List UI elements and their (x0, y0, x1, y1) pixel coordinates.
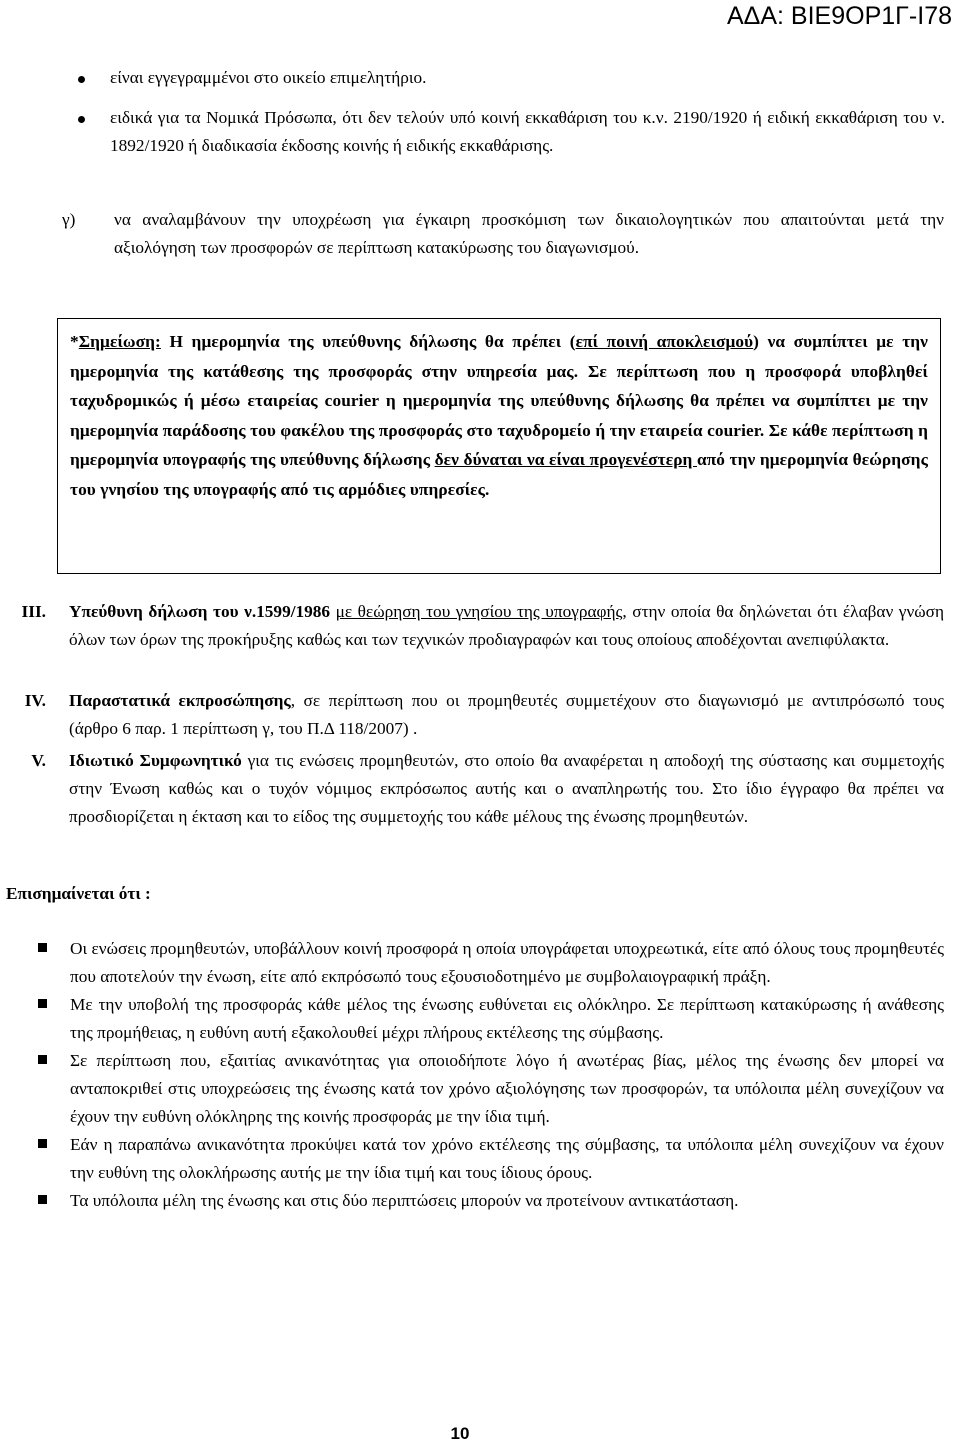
eligibility-bullets (110, 64, 945, 160)
square-bullet-icon (38, 1139, 47, 1148)
section-number: III. (21, 602, 46, 621)
note-label: Σημείωση: (78, 332, 161, 351)
square-bullet-icon (38, 943, 47, 952)
ada-code: ΑΔΑ: ΒΙΕ9ΟΡ1Γ-Ι78 (726, 2, 952, 30)
list-item: Οι ενώσεις προμηθευτών, υποβάλλουν κοινή προσφορά η οποία υπογράφεται υποχρεωτικά, είτε από όλους τους προμηθευτές που αποτελούν την ένωση, είτε από εκπρόσωπό τους εξουσιοδοτημένο με συμβολαιογραφική πράξη. (70, 935, 944, 991)
section-text: Παραστατικά εκπροσώπησης, σε περίπτωση που οι προμηθευτές συμμετέχουν στο διαγωνισμό με αντιπρόσωπό τους (άρθρο 6 παρ. 1 περίπτωση γ, του Π.Δ 118/2007) . (69, 691, 945, 738)
note-text: *Σημείωση: Η ημερομηνία της υπεύθυνης δήλωσης θα πρέπει (επί ποινή αποκλεισμού) να συμπίπτει με την ημερομηνία της κατάθεσης της προσφοράς στην υπηρεσία μας. Σε περίπτωση που η προσφορά υποβληθεί ταχυδρομικώς ή μέσω εταιρείας courier η ημερομηνία της υπεύθυνης δήλωσης θα πρέπει να συμπίπτει με την ημερομηνία παράδοσης του φακέλου της προσφοράς στο ταχυδρομείο ή την εταιρεία courier. Σε κάθε περίπτωση η ημερομηνία υπογραφής της υπεύθυνης δήλωσης δεν δύναται να είναι προγενέστερη από την ημερομηνία θεώρησης του γνησίου της υπογραφής από τις αρμόδιες υπηρεσίες. (70, 332, 929, 499)
section-text: Ιδιωτικό Συμφωνητικό για τις ενώσεις προμηθευτών, στο οποίο θα αναφέρεται η αποδοχή της σύστασης και συμμετοχής στην Ένωση καθώς και ο τυχόν νόμιμος εκπρόσωπος αυτής και ο αναπληρωτής του. Στο ίδιο έγγραφο θα πρέπει να προσδιορίζεται η έκταση και το είδος της συμμετοχής του κάθε μέλους της ένωσης προμηθευτών. (69, 751, 944, 826)
list-item: Τα υπόλοιπα μέλη της ένωσης και στις δύο περιπτώσεις μπορούν να προτείνουν αντικατάσταση. (70, 1187, 944, 1215)
note-box (57, 318, 941, 574)
section-number: IV. (24, 691, 46, 710)
square-bullet-icon (38, 999, 47, 1008)
square-bullet-icon (38, 1195, 47, 1204)
bullet-dot-icon (78, 116, 85, 123)
page-number: 10 (450, 1424, 470, 1443)
notes-list (70, 935, 944, 1215)
list-item: είναι εγγεγραμμένοι στο οικείο επιμελητήριο. (110, 64, 945, 92)
list-item: Με την υποβολή της προσφοράς κάθε μέλος της ένωσης ευθύνεται εις ολόκληρο. Σε περίπτωση κατακύρωσης ή ανάθεσης της προμήθειας, η ευθύνη αυτή εξακολουθεί μέχρι πλήρους εκτέλεσης της σύμβασης. (70, 991, 944, 1047)
bullet-dot-icon (78, 76, 85, 83)
section-number: V. (31, 751, 46, 770)
list-item: Εάν η παραπάνω ανικανότητα προκύψει κατά τον χρόνο εκτέλεσης της σύμβασης, τα υπόλοιπα μέλη συνεχίζουν να έχουν την ευθύνη της ολοκλήρωσης αυτής με την ίδια τιμή και τους ίδιους όρους. (70, 1131, 944, 1187)
list-item: Σε περίπτωση που, εξαιτίας ανικανότητας για οποιοδήποτε λόγο ή ανωτέρας βίας, μέλος της ένωσης δεν μπορεί να ανταποκριθεί στις υποχρεώσεις της ένωσης κατά τον χρόνο αξιολόγησης των προσφορών, τα υπόλοιπα μέλη συνεχίζουν να έχουν την ευθύνη ολόκληρης της κοινής προσφοράς με την ίδια τιμή. (70, 1047, 944, 1131)
list-item: ειδικά για τα Νομικά Πρόσωπα, ότι δεν τελούν υπό κοινή εκκαθάριση του κ.ν. 2190/1920 ή ειδική εκκαθάριση του ν. 1892/1920 ή διαδικασία έκδοσης κοινής ή ειδικής εκκαθάρισης. (110, 104, 945, 160)
square-bullet-icon (38, 1055, 47, 1064)
item-g-text: να αναλαμβάνουν την υποχρέωση για έγκαιρη προσκόμιση των δικαιολογητικών που απαιτούνται μετά την αξιολόγηση των προσφορών σε περίπτωση κατακύρωσης του διαγωνισμού. (114, 210, 944, 257)
notes-heading: Επισημαίνεται ότι : (6, 884, 151, 903)
section-text: Υπεύθυνη δήλωση του ν.1599/1986 με θεώρηση του γνησίου της υπογραφής, στην οποία θα δηλώνεται ότι έλαβαν γνώση όλων των όρων της προκήρυξης καθώς και των τεχνικών προδιαγραφών και τους οποίους αποδέχονται ανεπιφύλακτα. (69, 602, 944, 649)
item-g-label: γ) (62, 210, 76, 229)
